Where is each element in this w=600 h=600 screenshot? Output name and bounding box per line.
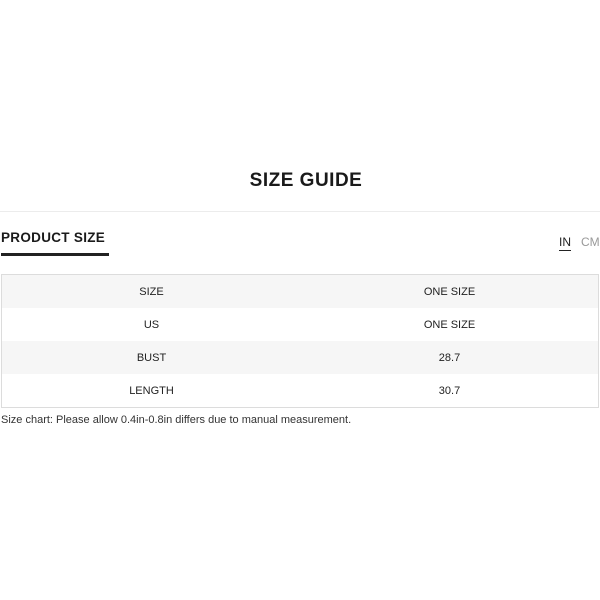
table-cell-label: US bbox=[2, 308, 302, 341]
table-row bbox=[2, 341, 599, 374]
unit-toggle-cm[interactable]: CM bbox=[581, 235, 600, 249]
page-title: SIZE GUIDE bbox=[249, 170, 363, 191]
table-cell-value: 28.7 bbox=[301, 341, 599, 374]
table-row bbox=[2, 308, 599, 341]
table-cell-value: ONE SIZE bbox=[301, 308, 599, 341]
active-tab-indicator bbox=[1, 253, 109, 256]
measurement-note: Size chart: Please allow 0.4in-0.8in differs due to manual measurement. bbox=[1, 414, 352, 426]
table-row bbox=[2, 374, 599, 408]
table-cell-value: 30.7 bbox=[301, 374, 599, 408]
table-cell-label: BUST bbox=[2, 341, 302, 374]
table-header-row bbox=[2, 275, 599, 309]
table-header-cell: ONE SIZE bbox=[301, 275, 599, 309]
table-header-cell: SIZE bbox=[2, 275, 302, 309]
size-table bbox=[1, 274, 599, 408]
header-divider bbox=[0, 211, 600, 212]
table-cell-label: LENGTH bbox=[2, 374, 302, 408]
tab-product-size[interactable]: PRODUCT SIZE bbox=[1, 230, 106, 245]
unit-toggle-in[interactable]: IN bbox=[559, 235, 571, 249]
